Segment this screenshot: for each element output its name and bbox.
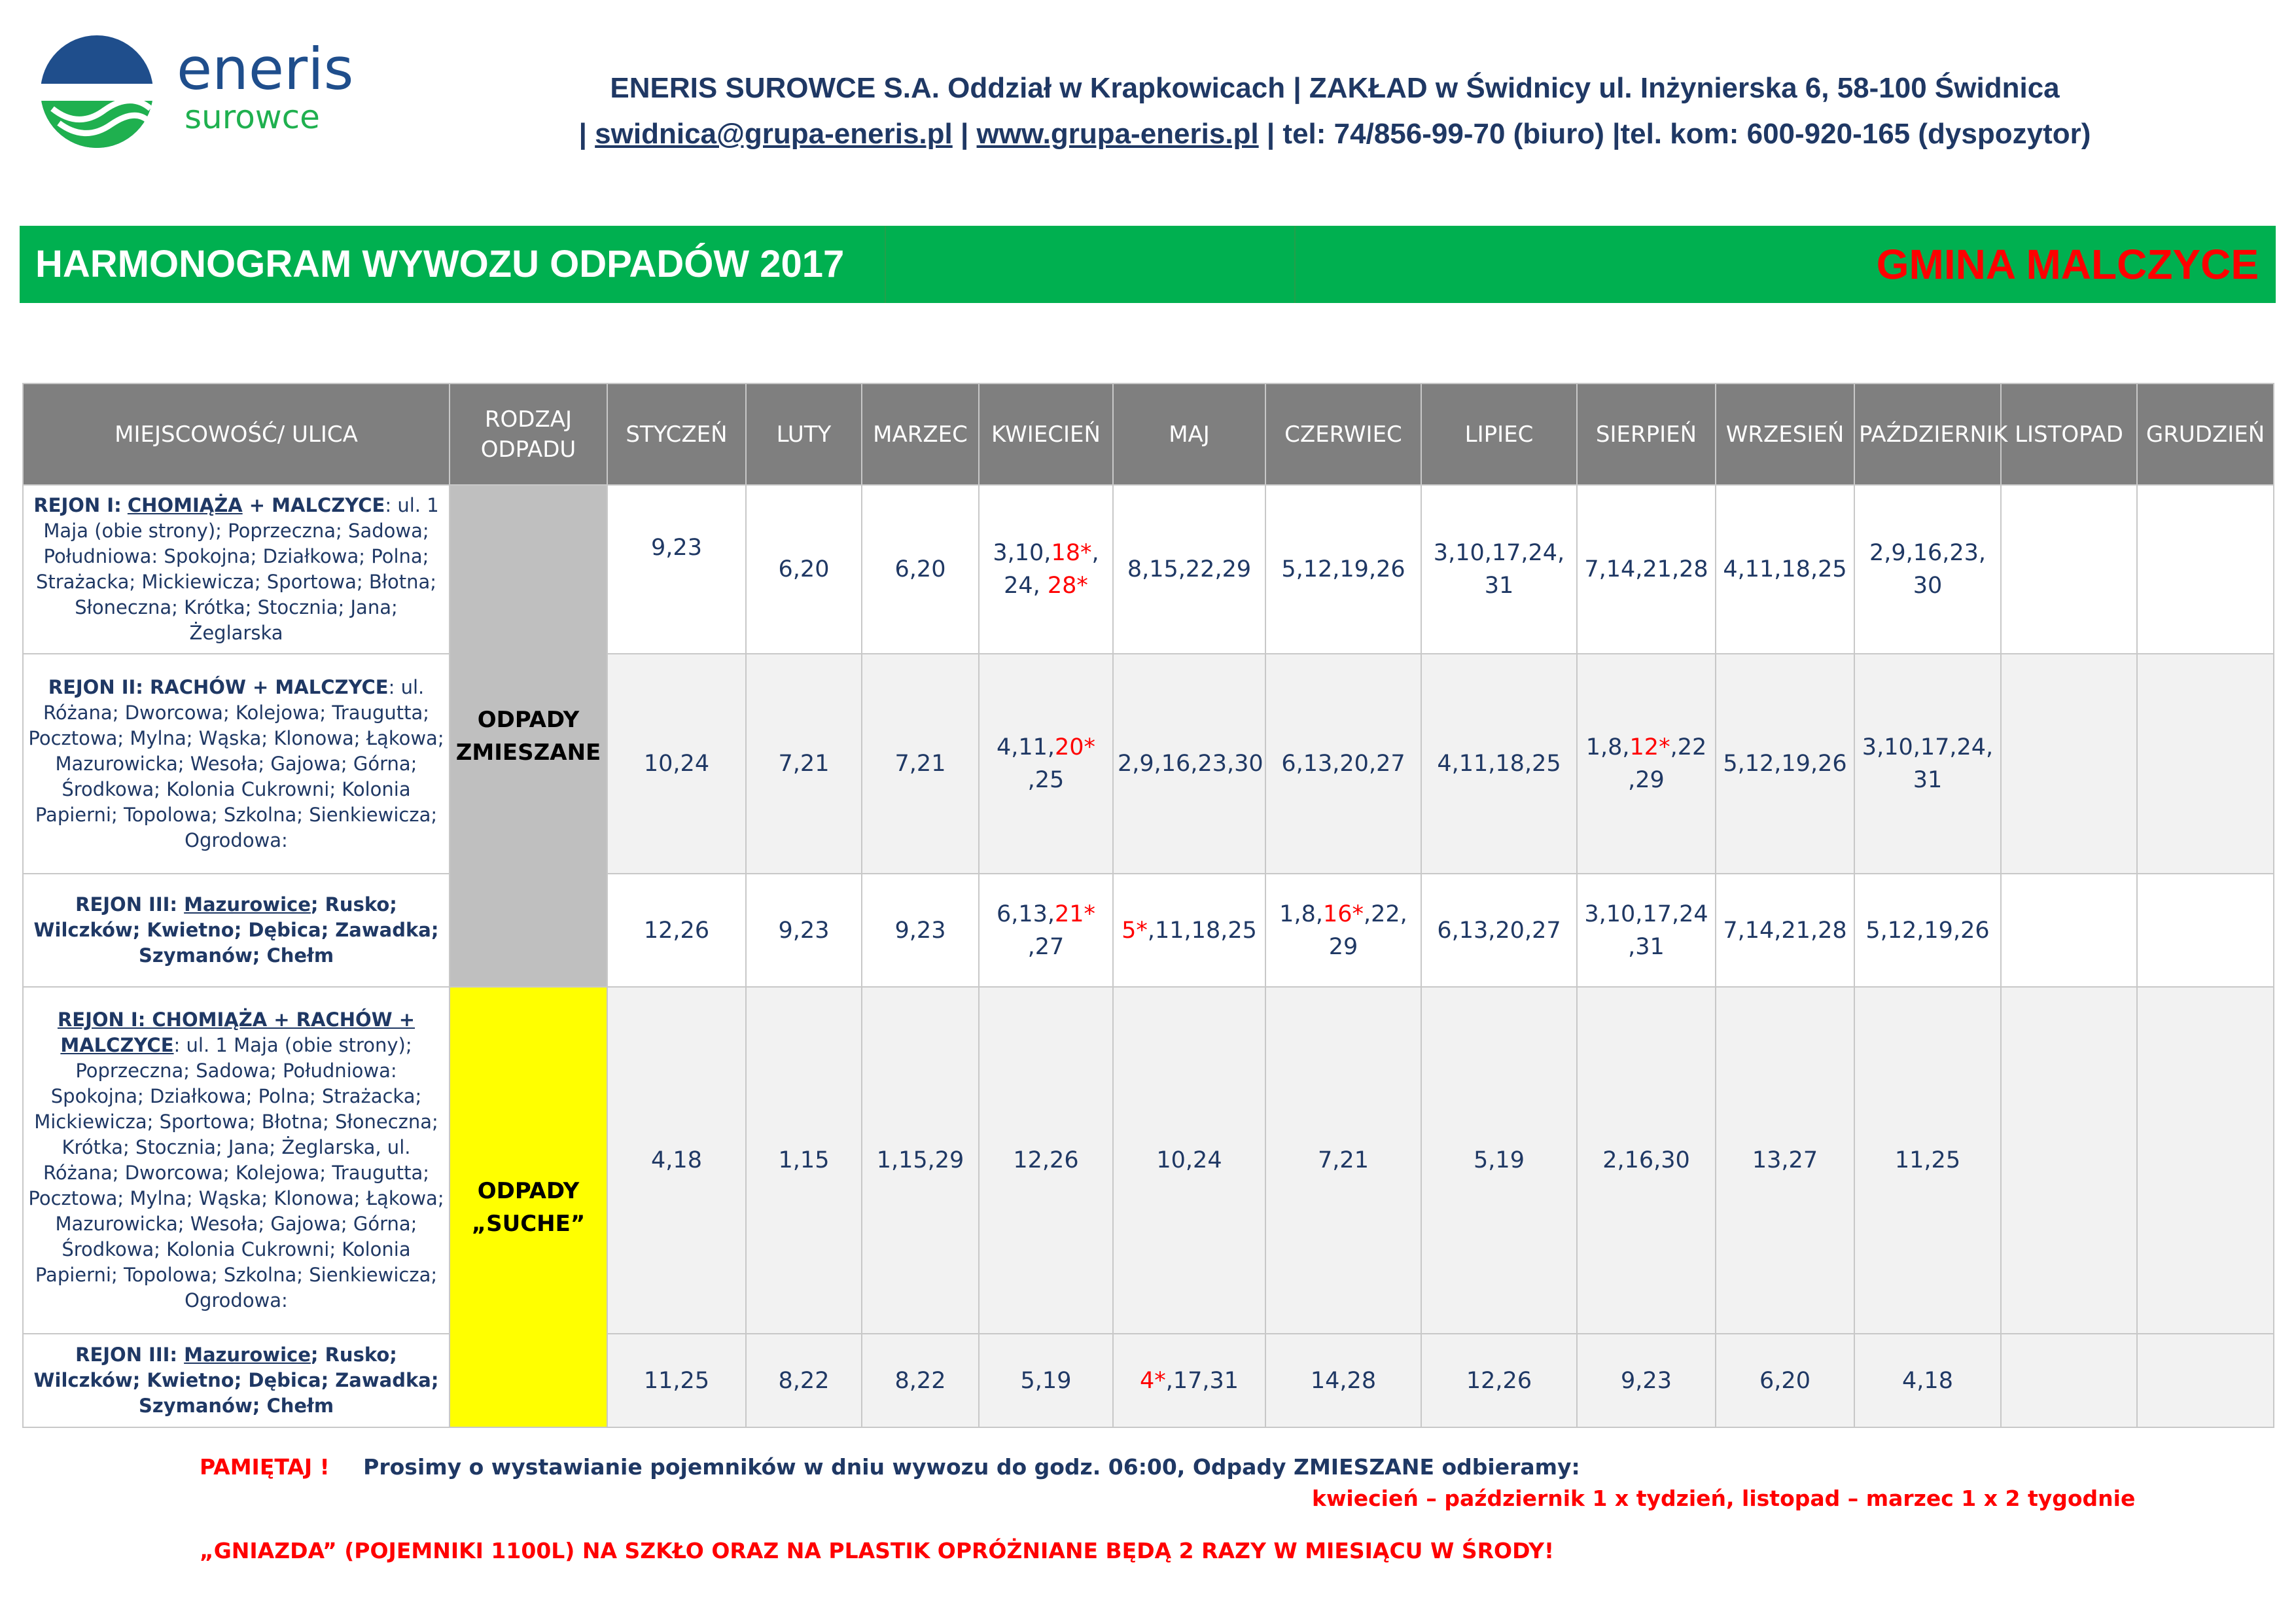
- date-cell-empty: [2137, 654, 2274, 874]
- header-month: LUTY: [746, 383, 862, 485]
- header-waste-type: [450, 383, 607, 485]
- date-cell-empty: [2001, 485, 2137, 654]
- street-list: : ul. 1 Maja (obie strony); Poprzeczna; Sadowa; Południowa: Spokojna; Działkowa; Polna; Strażacka; Mickiewicza; Sportowa; Błotna; Słoneczna; Krótka; Stocznia; Jana; Żeglarska: [35, 494, 439, 644]
- email-link[interactable]: swidnica@grupa-eneris.pl: [595, 118, 953, 150]
- header-month: MAJ: [1113, 383, 1265, 485]
- date-cell: 5,12,19,26: [1265, 485, 1421, 654]
- region-label: REJON III:: [75, 1344, 185, 1366]
- header-month: STYCZEŃ: [607, 383, 746, 485]
- date-cell: 7,21: [1265, 987, 1421, 1334]
- date-cell: 7,14,21,28: [1577, 485, 1716, 654]
- date-cell: [979, 874, 1113, 987]
- region-label: REJON III:: [75, 893, 185, 916]
- date-cell: [1577, 874, 1716, 987]
- date-cell: 2,16,30: [1577, 987, 1716, 1334]
- date-cell: 13,27: [1716, 987, 1854, 1334]
- date-cell: 5,12,19,26: [1854, 874, 2001, 987]
- date-line: ,29: [1628, 767, 1665, 793]
- date-cell: 9,23: [746, 874, 862, 987]
- date-line: [1270, 898, 1417, 931]
- date-text: ,11,18,25: [1147, 917, 1257, 944]
- date-line: 30: [1913, 573, 1943, 599]
- special-date: 21*: [1055, 901, 1096, 927]
- date-line: [983, 537, 1108, 569]
- note-line-1: [200, 1454, 1580, 1480]
- date-cell: 6,20: [746, 485, 862, 654]
- note-line-2: kwiecień – październik 1 x tydzień, listopad – marzec 1 x 2 tygodnie: [1312, 1486, 2136, 1511]
- date-cell: 4,11,18,25: [1421, 654, 1577, 874]
- date-cell-empty: [2137, 485, 2274, 654]
- location-cell: [23, 1334, 450, 1427]
- header-month: CZERWIEC: [1265, 383, 1421, 485]
- date-cell: 1,15,29: [862, 987, 979, 1334]
- street-list: ; Rusko; Wilczków; Kwietno; Dębica; Zawadka; Szymanów; Chełm: [33, 1344, 439, 1417]
- location-cell: [23, 874, 450, 987]
- date-text: 6,13,: [996, 901, 1055, 927]
- schedule-title: HARMONOGRAM WYWOZU ODPADÓW 2017: [35, 243, 845, 285]
- table-row: [23, 485, 2274, 654]
- date-cell: [979, 485, 1113, 654]
- date-cell: 9,23: [1577, 1334, 1716, 1427]
- date-cell-empty: [2001, 1334, 2137, 1427]
- schedule-table: [22, 383, 2274, 1428]
- date-cell: 12,26: [1421, 1334, 1577, 1427]
- date-cell: [1854, 654, 2001, 874]
- date-cell: [1113, 1334, 1265, 1427]
- date-line: [983, 569, 1108, 602]
- region-label: REJON I: CHOMIĄŻA + RACHÓW + MALCZYCE: [57, 1008, 415, 1056]
- company-contact: [406, 118, 2264, 151]
- remember-label: PAMIĘTAJ !: [200, 1454, 330, 1480]
- date-cell: [1265, 874, 1421, 987]
- eneris-logo-icon: [39, 31, 380, 156]
- header-month: LIPIEC: [1421, 383, 1577, 485]
- date-cell: 4,18: [1854, 1334, 2001, 1427]
- waste-type-label: „SUCHE”: [471, 1210, 586, 1237]
- header-row: [23, 383, 2274, 485]
- date-text: ,17,31: [1165, 1367, 1239, 1394]
- website-link[interactable]: www.grupa-eneris.pl: [976, 118, 1259, 150]
- date-cell: 9,23: [862, 874, 979, 987]
- note-line-3: „GNIAZDA” (POJEMNIKI 1100L) NA SZKŁO ORAZ NA PLASTIK OPRÓŻNIANE BĘDĄ 2 RAZY W MIESIĄCU W ŚRODY!: [200, 1538, 1555, 1563]
- date-cell: 12,26: [979, 987, 1113, 1334]
- date-cell-empty: [2001, 874, 2137, 987]
- date-cell: 7,21: [746, 654, 862, 874]
- table-row: [23, 987, 2274, 1334]
- header-location: MIEJSCOWOŚĆ/ ULICA: [23, 383, 450, 485]
- region-label: REJON I:: [33, 494, 122, 516]
- date-cell: 6,13,20,27: [1265, 654, 1421, 874]
- street-list: : ul. Różana; Dworcowa; Kolejowa; Traugutta; Pocztowa; Mylna; Wąska; Klonowa; Łąkowa; Mazurowicka; Wesoła; Gajowa; Górna; Środkowa; Kolonia Cukrowni; Kolonia Papierni; Topolowa; Szkolna; Sienkiewicza; Ogrodowa:: [28, 675, 444, 851]
- date-line: 3,10,17,24,: [1862, 734, 1994, 760]
- place-label: + MALCZYCE: [242, 494, 385, 516]
- date-cell: 8,22: [746, 1334, 862, 1427]
- date-cell: 2,9,16,23,30: [1113, 654, 1265, 874]
- date-cell: 11,25: [1854, 987, 2001, 1334]
- date-cell: 11,25: [607, 1334, 746, 1427]
- date-cell: 6,20: [1716, 1334, 1854, 1427]
- date-line: [983, 898, 1108, 931]
- date-text: 4,11,: [996, 734, 1055, 760]
- banner-divider: [1294, 226, 1296, 303]
- date-cell: 1,15: [746, 987, 862, 1334]
- pipe-separator: |: [578, 118, 587, 150]
- date-cell: [979, 654, 1113, 874]
- street-list: : ul. 1 Maja (obie strony); Poprzeczna; Sadowa; Południowa: Spokojna; Działkowa; Polna; Strażacka; Mickiewicza; Sportowa; Błotna; Słoneczna; Krótka; Stocznia; Jana; Żeglarska, ul. Różana; Dworcowa; Kolejowa; Traugutta; Pocztowa; Mylna; Wąska; Klonowa; Łąkowa; Mazurowicka; Wesoła; Gajowa; Górna; Środkowa; Kolonia Cukrowni; Kolonia Papierni; Topolowa; Szkolna; Sienkiewicza; Ogrodowa:: [28, 1034, 444, 1311]
- date-cell-empty: [2137, 987, 2274, 1334]
- special-date: 20*: [1055, 734, 1096, 760]
- date-cell: 4,11,18,25: [1716, 485, 1854, 654]
- date-text: ,22,: [1364, 901, 1407, 927]
- date-cell: 7,21: [862, 654, 979, 874]
- waste-type-dry: [450, 987, 607, 1427]
- date-line: [983, 731, 1108, 764]
- date-cell: 10,24: [1113, 987, 1265, 1334]
- date-cell: [1577, 654, 1716, 874]
- date-cell-empty: [2001, 987, 2137, 1334]
- date-text: 1,8,: [1585, 734, 1630, 760]
- pipe-separator: |: [961, 118, 969, 150]
- header-month: KWIECIEŃ: [979, 383, 1113, 485]
- place-label: CHOMIĄŻA: [127, 494, 243, 516]
- table-row: [23, 874, 2274, 987]
- banner-divider: [885, 226, 886, 303]
- date-cell: 6,13,20,27: [1421, 874, 1577, 987]
- date-cell: 14,28: [1265, 1334, 1421, 1427]
- date-cell: 5,12,19,26: [1716, 654, 1854, 874]
- date-line: 3,10,17,24: [1584, 901, 1708, 927]
- date-cell: 6,20: [862, 485, 979, 654]
- logo-subtext: surowce: [185, 98, 320, 136]
- date-text: 24,: [1004, 573, 1048, 599]
- special-date: 4*: [1139, 1367, 1166, 1394]
- place-label: Mazurowice: [184, 1344, 311, 1366]
- location-cell: [23, 654, 450, 874]
- waste-type-label: ODPADY: [477, 706, 580, 733]
- date-cell: 7,14,21,28: [1716, 874, 1854, 987]
- date-text: ,22: [1670, 734, 1707, 760]
- date-cell-empty: [2137, 1334, 2274, 1427]
- date-line: 2,9,16,23,: [1869, 540, 1987, 566]
- date-cell: [1421, 485, 1577, 654]
- date-line: 3,10,17,24,: [1433, 540, 1565, 566]
- header-month: PAŹDZIERNIK: [1854, 383, 2001, 485]
- header-month: MARZEC: [862, 383, 979, 485]
- gmina-title: GMINA MALCZYCE: [1876, 241, 2259, 288]
- date-line: ,25: [1027, 767, 1065, 793]
- header-month: LISTOPAD: [2001, 383, 2137, 485]
- date-cell: 5,19: [979, 1334, 1113, 1427]
- date-cell: 4,18: [607, 987, 746, 1334]
- special-date: 18*: [1051, 540, 1092, 566]
- date-cell: [1854, 485, 2001, 654]
- date-text: 1,8,: [1279, 901, 1323, 927]
- date-line: ,27: [1027, 933, 1065, 960]
- location-cell: [23, 987, 450, 1334]
- special-date: 5*: [1122, 917, 1148, 944]
- date-cell: 8,15,22,29: [1113, 485, 1265, 654]
- place-label: Mazurowice: [184, 893, 311, 916]
- header-type-line: ODPADU: [480, 436, 576, 463]
- special-date: 16*: [1322, 901, 1364, 927]
- special-date: 28*: [1047, 573, 1088, 599]
- table-row: [23, 1334, 2274, 1427]
- waste-type-label: ZMIESZANE: [455, 739, 601, 766]
- date-cell: 10,24: [607, 654, 746, 874]
- location-cell: [23, 485, 450, 654]
- date-line: 31: [1484, 573, 1514, 599]
- title-banner: [20, 226, 2276, 303]
- header-month: WRZESIEŃ: [1716, 383, 1854, 485]
- company-logo: [39, 31, 380, 156]
- date-text: ,: [1091, 540, 1099, 566]
- date-cell: 12,26: [607, 874, 746, 987]
- date-cell: [1113, 874, 1265, 987]
- date-cell-empty: [2137, 874, 2274, 987]
- note-text: Prosimy o wystawianie pojemników w dniu wywozu do godz. 06:00, Odpady ZMIESZANE odbieramy:: [363, 1454, 1580, 1480]
- date-cell: 8,22: [862, 1334, 979, 1427]
- header-month: GRUDZIEŃ: [2137, 383, 2274, 485]
- region-label: REJON II: RACHÓW + MALCZYCE: [48, 675, 389, 698]
- date-cell: 5,19: [1421, 987, 1577, 1334]
- date-cell: 9,23: [607, 485, 746, 654]
- date-line: 29: [1328, 933, 1358, 960]
- street-list: ; Rusko; Wilczków; Kwietno; Dębica; Zawadka; Szymanów; Chełm: [33, 893, 439, 967]
- logo-text: eneris: [177, 35, 354, 103]
- company-address: ENERIS SUROWCE S.A. Oddział w Krapkowicach | ZAKŁAD w Świdnicy ul. Inżynierska 6, 58-100 Świdnica: [610, 72, 2060, 104]
- date-line: [1581, 731, 1711, 764]
- table-row: [23, 654, 2274, 874]
- header-type-line: RODZAJ: [484, 406, 573, 433]
- waste-type-mixed: [450, 485, 607, 987]
- date-line: ,31: [1628, 933, 1665, 960]
- waste-type-label: ODPADY: [477, 1177, 580, 1204]
- date-text: 3,10,: [993, 540, 1051, 566]
- special-date: 12*: [1629, 734, 1670, 760]
- date-line: 31: [1913, 767, 1943, 793]
- date-cell-empty: [2001, 654, 2137, 874]
- header-month: SIERPIEŃ: [1577, 383, 1716, 485]
- phone-numbers: | tel: 74/856-99-70 (biuro) |tel. kom: 600-920-165 (dyspozytor): [1266, 118, 2091, 150]
